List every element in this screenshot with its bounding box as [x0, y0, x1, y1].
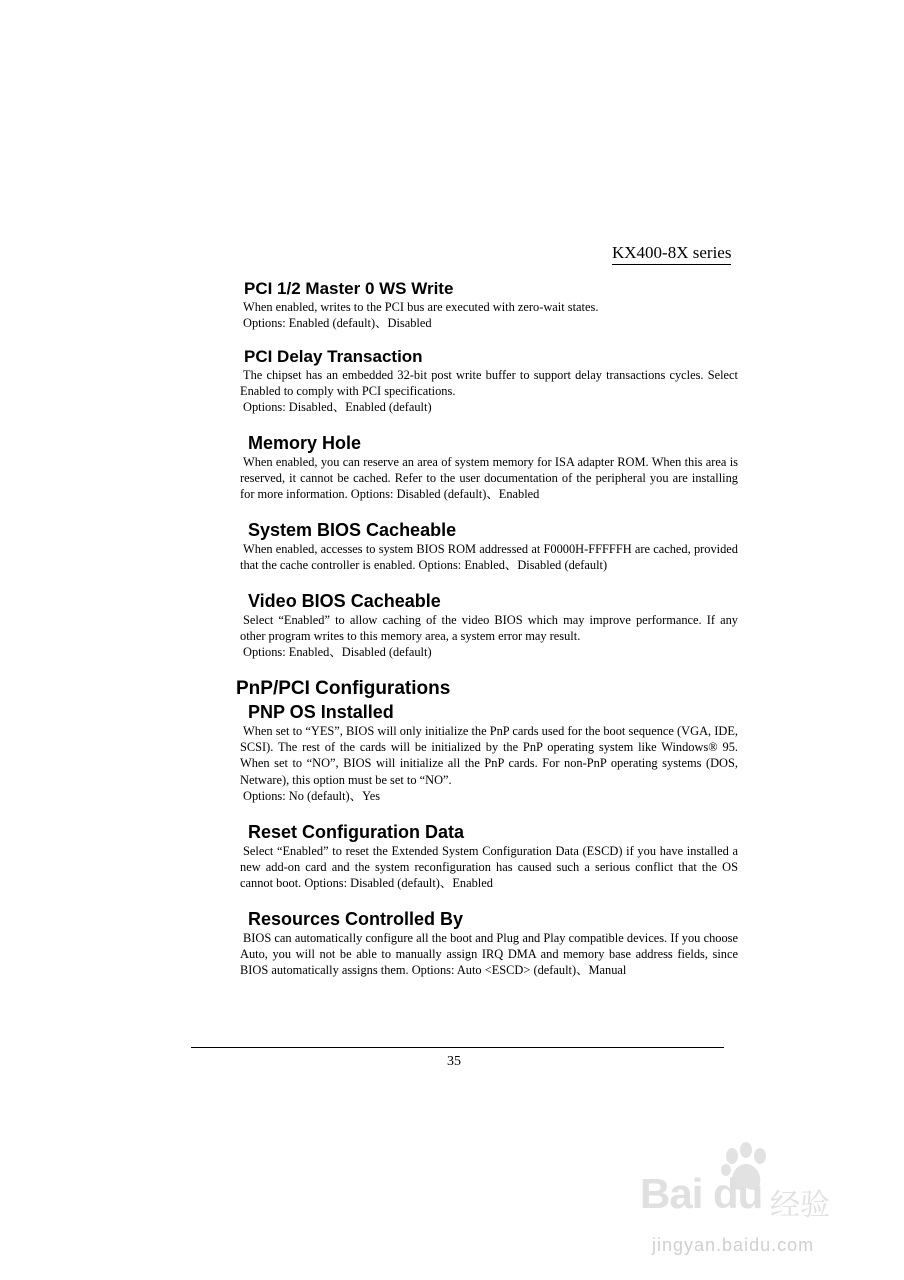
section-pci-master-0ws: [240, 279, 738, 331]
section-memory-hole: [240, 432, 738, 503]
watermark-logo: Bai du: [640, 1170, 763, 1217]
page-number: 35: [447, 1054, 461, 1069]
section-body: Select “Enabled” to reset the Extended System Configuration Data (ESCD) if you have installed a new add-on card and the system reconfiguration has caused such a serious conflict that the OS cannot boot. Options: Disabled (default)、Enabled: [240, 844, 738, 891]
section-heading: Reset Configuration Data: [248, 822, 465, 842]
chapter-title: PnP/PCI Configurations: [236, 678, 451, 699]
watermark-cn-text: 经验: [770, 1189, 830, 1222]
section-heading: PCI 1/2 Master 0 WS Write: [244, 279, 454, 298]
section-reset-configuration-data: [240, 821, 738, 892]
section-heading: Memory Hole: [248, 433, 362, 453]
section-body: When set to “YES”, BIOS will only initialize the PnP cards used for the boot sequence (VGA, IDE, SCSI). The rest of the cards will be initialized by the PnP operating system like Windows® 95. When set to “NO”, BIOS will initialize all the PnP cards. For non-PnP operating systems (DOS, Netware), this option must be set to “NO”.: [240, 724, 738, 787]
section-pnp-os-installed: [240, 701, 738, 804]
running-header: KX400-8X series: [612, 243, 731, 265]
watermark-url: jingyan.baidu.com: [652, 1235, 815, 1255]
section-heading: Resources Controlled By: [248, 909, 464, 929]
section-resources-controlled-by: [240, 908, 738, 979]
section-body: BIOS can automatically configure all the boot and Plug and Play compatible devices. If you choose Auto, you will not be able to manually assign IRQ DMA and memory base address fields, since BIOS automatically assigns them. Options: Auto <ESCD> (default)、Manual: [240, 931, 738, 978]
section-options: Options: Enabled (default)、Disabled: [243, 316, 432, 331]
footer-rule: [191, 1047, 724, 1048]
section-system-bios-cacheable: [240, 519, 738, 573]
section-pci-delay-transaction: [240, 347, 738, 416]
section-options: Options: Disabled、Enabled (default): [243, 400, 432, 415]
section-body: The chipset has an embedded 32-bit post write buffer to support delay transactions cycles. Select Enabled to comply with PCI specifications.: [240, 368, 738, 399]
section-heading: Video BIOS Cacheable: [248, 591, 441, 611]
watermark: [640, 1140, 860, 1270]
section-body: Select “Enabled” to allow caching of the video BIOS which may improve performance. If any other program writes to this memory area, a system error may result.: [240, 613, 738, 644]
section-heading: System BIOS Cacheable: [248, 520, 457, 540]
section-body: When enabled, accesses to system BIOS ROM addressed at F0000H-FFFFFH are cached, provided that the cache controller is enabled. Options: Enabled、Disabled (default): [240, 542, 738, 573]
section-options: Options: Enabled、Disabled (default): [243, 645, 432, 660]
section-heading: PNP OS Installed: [248, 702, 394, 722]
section-heading: PCI Delay Transaction: [244, 347, 423, 366]
section-body: When enabled, you can reserve an area of system memory for ISA adapter ROM. When this area is reserved, it cannot be cached. Refer to the user documentation of the peripheral you are installing for more information. Options: Disabled (default)、Enabled: [240, 455, 738, 502]
section-options: Options: No (default)、Yes: [243, 788, 381, 803]
section-body: When enabled, writes to the PCI bus are executed with zero-wait states.: [243, 300, 599, 314]
section-video-bios-cacheable: [240, 590, 738, 661]
